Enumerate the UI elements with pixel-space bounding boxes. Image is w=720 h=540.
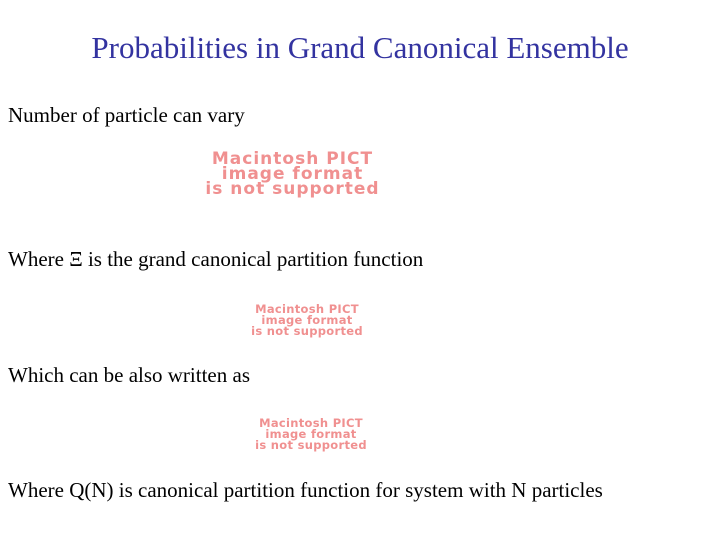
placeholder-line: is not supported: [251, 324, 363, 338]
text-line-partition-function: Where Ξ is the grand canonical partition function: [8, 247, 424, 271]
unsupported-image-placeholder: [222, 304, 392, 337]
placeholder-line: is not supported: [205, 179, 380, 199]
placeholder-line: image format: [221, 164, 364, 184]
text-line-also-written: Which can be also written as: [8, 363, 250, 387]
placeholder-line: is not supported: [255, 438, 367, 452]
placeholder-line: Macintosh PICT: [255, 302, 359, 316]
unsupported-image-placeholder: [150, 149, 435, 199]
slide-title: Probabilities in Grand Canonical Ensemble: [91, 30, 629, 65]
placeholder-line: image format: [265, 427, 357, 441]
placeholder-line: Macintosh PICT: [259, 416, 363, 430]
placeholder-line: Macintosh PICT: [211, 149, 374, 169]
text-line-particle-vary: Number of particle can vary: [8, 103, 245, 127]
placeholder-line: image format: [261, 313, 353, 327]
unsupported-image-placeholder: [226, 418, 396, 451]
text-line-canonical-partition: Where Q(N) is canonical partition function for system with N particles: [8, 478, 603, 502]
